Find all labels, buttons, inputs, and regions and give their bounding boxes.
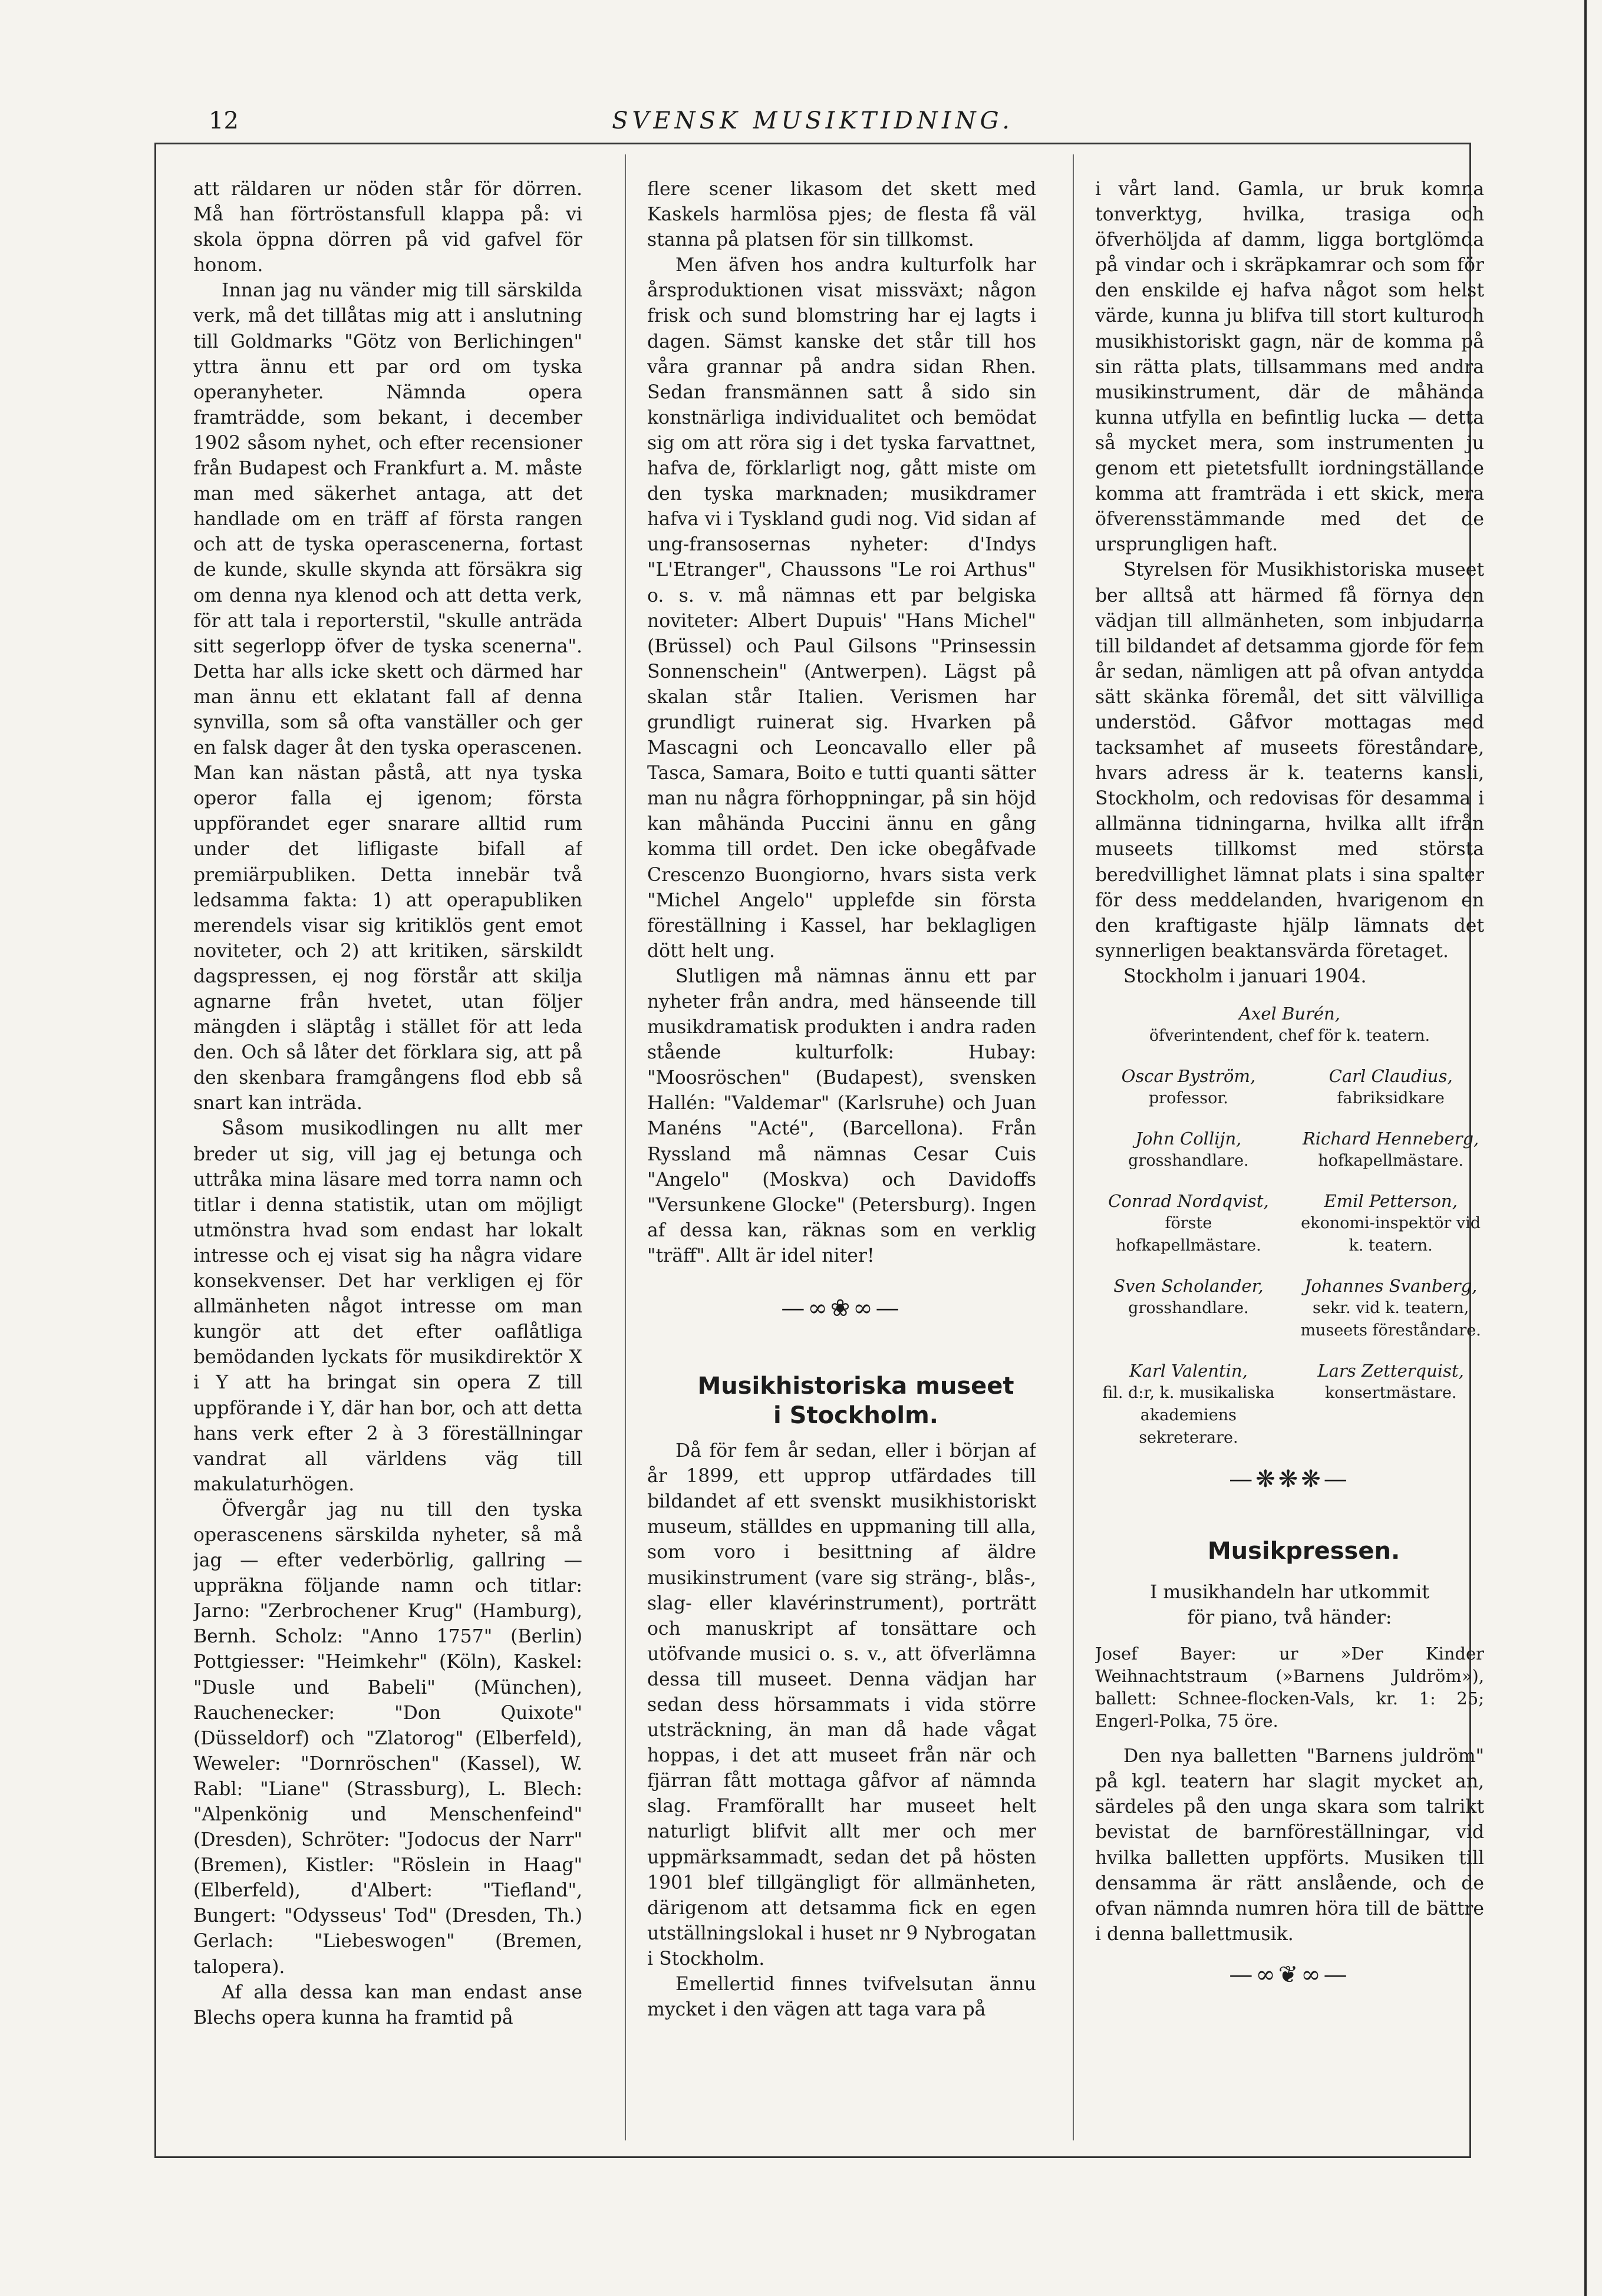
signature-name: Carl Claudius, [1329,1066,1453,1086]
signature-title: förste hofkapellmästare. [1116,1214,1261,1255]
signature-name: Lars Zetterquist, [1317,1361,1464,1381]
signature-buren [1095,1002,1484,1047]
signature-row-5 [1095,1360,1484,1449]
ornament-divider: —❋❋❋— [1229,1466,1350,1493]
signature-title: sekr. vid k. teatern, museets föreståndare. [1300,1299,1481,1340]
signature-title: konsertmästare. [1324,1384,1457,1402]
museum-section-subtitle: i Stockholm. [773,1402,938,1430]
page-header [154,100,1471,141]
page-edge-border [1584,0,1587,2296]
musikpressen-subintro: för piano, två händer: [1187,1607,1392,1629]
signature-title: öfverintendent, chef för k. teatern. [1149,1027,1430,1045]
signature-name: John Collijn, [1135,1129,1242,1149]
signature-name: Oscar Byström, [1121,1066,1256,1086]
col2-paragraph-4: Då för fem år sedan, eller i början af år 1899, ett upprop utfärdades till bildandet af ett svenskt musikhistoriskt museum, ställdes en uppmaning till alla, som voro i besittning af äldre musikinstrument (vare sig sträng-, blås-, slag- eller klavérinstrument), porträtt och manuskript af tonsättare och utöfvande musici o. s. v., att öfverlämna dessa till museet. Denna vädjan har sedan dess hörsammats i vida större utsträckning, än man då hade vågat hoppas, i det att museet från när och fjärran fått mottaga gåfvor af nämnda slag. Framförallt har museet helt naturligt blifvit allt mer och mer uppmärksammadt, sedan det på hösten 1901 blef tillgängligt för allmänheten, därigenom att detsamma fick en egen utställningslokal i huset nr 9 Nybrogatan i Stockholm. [647,1440,1036,1970]
column-1 [193,177,582,2139]
col2-paragraph-1: flere scener likasom det skett med Kaskels harmlösa pjes; de flesta få väl stanna på platsen för sin tillkomst. [647,179,1036,251]
column-2 [647,177,1036,2139]
signature-title: ekonomi-inspektör vid k. teatern. [1301,1214,1481,1255]
signature-name: Axel Burén, [1239,1004,1340,1024]
page-number: 12 [209,107,239,134]
col2-paragraph-2: Men äfven hos andra kulturfolk har årsproduktionen visat missväxt; någon frisk och sund blomstring har ej lagts i dagen. Sämst kanske det står till hos våra grannar på andra sidan Rhen. Sedan fransmännen satt å sido sin konstnärliga individualitet och bemödat sig om att röra sig i det tyska farvattnet, hafva de, förklarligt nog, gått miste om den tyska marknaden; musikdramer hafva vi i Tyskland gudi nog. Vid sidan af ung-fransosernas nyheter: d'Indys "L'Etranger", Chaussons "Le roi Arthus" o. s. v. må nämnas ett par belgiska noviteter: Albert Dupuis' "Hans Michel" (Brüssel) och Paul Gilsons "Prinsessin Sonnenschein" (Antwerpen). Lägst på skalan står Italien. Verismen har grundligt ruinerat sig. Hvarken på Mascagni och Leoncavallo eller på Tasca, Samara, Boito e tutti quanti sätter man nu några förhoppningar, på sin höjd kan måhända Puccini ännu en gång komma till ordet. Den icke obegåfvade Crescenzo Buongiorno, hvars sista verk "Michel Angelo" upplefde sin första föreställning i Kassel, har beklagligen dött helt ung. [647,255,1036,962]
musikpressen-intro: I musikhandeln har utkommit [1149,1582,1430,1603]
signature-row-3 [1095,1190,1484,1257]
ornament-divider: —∞❦∞— [1229,1961,1350,1988]
signature-name: Richard Henneberg, [1302,1129,1479,1149]
signature-title: grosshandlare. [1128,1152,1249,1170]
musikpressen-section-title: Musikpressen. [1207,1538,1400,1565]
col3-paragraph-4: Den nya balletten "Barnens juldröm" på kgl. teatern har slagit mycket an, särdeles på den unga skara som talrikt bevistat de barnföreställningar, vid hvilka balletten uppförts. Musiken till densamma är rätt anslående, och de ofvan nämnda numren höra till de bättre i denna ballettmusik. [1095,1746,1484,1945]
col1-paragraph-5: Af alla dessa kan man endast anse Blechs opera kunna ha framtid på [193,1981,582,2028]
signature-title: fil. d:r, k. musikaliska akademiens sekreterare. [1102,1384,1275,1447]
col3-paragraph-2: Styrelsen för Musikhistoriska museet ber alltså att härmed få förnya den vädjan till allmänheten, som inbjudarna till bildandet af detsamma gjorde för fem år sedan, nämligen att på ofvan antydda sätt skänka föremål, det sitt välvilliga understöd. Gåfvor mottagas med tacksamhet af museets föreståndare, hvars adress är k. teaterns kansli, Stockholm, och redovisas för desamma i allmänna tidningarna, hvilka allt ifrån museets tillkomst med största beredvillighet lämnat plats i sina spalter för dess meddelanden, hvarigenom en den kraftigaste hjälp lämnats det synnerligen beaktansvärda företaget. [1095,559,1484,962]
signature-name: Sven Scholander, [1113,1276,1264,1296]
dateline: Stockholm i januari 1904. [1123,965,1367,987]
col1-paragraph-3: Såsom musikodlingen nu allt mer breder ut sig, vill jag ej betunga och uttråka mina läsare med torra namn och titlar i denna statistik, utan om möjligt utmönstra hvad som endast har lokalt intresse och ej visat sig ha några vidare konsekvenser. Det har verkligen ej för allmänheten något intresse om man kungör att det efter oaflåtliga bemödanden lyckats för musikdirektör X i Y att ha bringat sin opera Z till uppförande i Y, där han bor, och att detta hans verk efter 2 à 3 föreställningar vandrat all världens väg till makulaturhögen. [193,1118,582,1495]
signature-row-1 [1095,1065,1484,1110]
signature-row-2 [1095,1127,1484,1172]
signature-name: Conrad Nordqvist, [1108,1191,1269,1211]
signature-name: Emil Petterson, [1324,1191,1458,1211]
col2-paragraph-5: Emellertid finnes tvifvelsutan ännu mycket i den vägen att taga vara på [647,1974,1036,2021]
col1-paragraph-4: Öfvergår jag nu till den tyska operascenens särskilda nyheter, så må jag — efter vederbörlig, gallring — uppräkna följande namn och titlar: Jarno: "Zerbrochener Krug" (Hamburg), Bernh. Scholz: "Anno 1757" (Berlin) Pottgiesser: "Heimkehr" (Köln), Kaskel: "Dusle und Babeli" (München), Rauchenecker: "Don Quixote" (Düsseldorf) och "Zlatorog" (Elberfeld), Weweler: "Dornröschen" (Kassel), W. Rabl: "Liane" (Strassburg), L. Blech: "Alpenkönig und Menschenfeind" (Dresden), Schröter: "Jodocus der Narr" (Bremen), Kistler: "Röslein in Haag" (Elberfeld), d'Albert: "Tiefland", Bungert: "Odysseus' Tod" (Dresden, Th.) Gerlach: "Liebeswogen" (Bremen, talopera). [193,1499,582,1978]
col3-paragraph-1: i vårt land. Gamla, ur bruk komna tonverktyg, hvilka, trasiga och öfverhöljda af damm, ligga bortglömda på vindar och i skräpkamrar och som för den enskilde ej hafva något som helst värde, kunna ju blifva till stort kulturoch musikhistoriskt gagn, när de komma på sin rätta plats, tillsammans med andra musikinstrument, där de måhända kunna utfylla en befintlig lucka — detta så mycket mera, som instrumenten ju genom ett pietetsfullt iordningställande komma att framträda i ett skick, mera öfverensstämmande med det de ursprungligen haft. [1095,179,1484,556]
col1-paragraph-2: Innan jag nu vänder mig till särskilda verk, må det tillåtas mig att i anslutning till Goldmarks "Götz von Berlichingen" yttra ännu ett par ord om tyska operanyheter. Nämnda opera framträdde, som bekant, i december 1902 såsom nyhet, och efter recensioner från Budapest och Frankfurt a. M. måste man med säkerhet antaga, att det handlade om en träff af första rangen och att de tyska operascenerna, fortast de kunde, skulle skynda att försäkra sig om denna nya klenod och att detta verk, för att tala i reporterstil, "skulle anträda sitt segerlopp öfver de tyska scenerna". Detta har alls icke skett och därmed har man ännu ett eklatant fall af denna synvilla, som så ofta vanställer och ger en falsk dager åt den tyska operascenen. Man kan nästan påstå, att nya tyska operor falla ej igenom; första uppförandet eger snarare alltid rum under det lifligaste bifall af premiärpubliken. Detta innebär två ledsamma fakta: 1) att operapubliken merendels visar sig kritiklös gent emot noviteter, och 2) att kritiken, särskildt dagspressen, ej nog förstår att skilja agnarne från hvetet, utan följer mängden i släptåg i stället för att leda den. Och så låter det förklara sig, att på den skenbara framgångens flod ebb så snart kan inträda. [193,280,582,1114]
col2-paragraph-3: Slutligen må nämnas ännu ett par nyheter från andra, med hänseende till musikdramatisk produkten i andra raden stående kulturfolk: Hubay: "Moosröschen" (Budapest), svensken Hallén: "Valdemar" (Karlsruhe) och Juan Manéns "Acté", (Barcellona). Från Ryssland må nämnas Cesar Cuis "Angelo" (Moskva) och Davidoffs "Versunkene Glocke" (Petersburg). Ingen af dessa kan, räknas som en verklig "träff". Allt är idel niter! [647,965,1036,1266]
column-3 [1095,177,1484,2139]
signature-name: Karl Valentin, [1129,1361,1248,1381]
column-rule-1 [625,154,626,2140]
ornament-divider: —∞❀∞— [781,1295,902,1322]
signature-title: fabriksidkare [1337,1089,1445,1107]
column-rule-2 [1073,154,1074,2140]
signature-title: grosshandlare. [1128,1299,1249,1317]
signature-row-4 [1095,1275,1484,1342]
signature-title: professor. [1148,1089,1228,1107]
musikpressen-listing: Josef Bayer: ur »Der Kinder Weihnachtstraum (»Barnens Juldröm»), ballett: Schnee-flocken-Vals, kr. 1: 25; Engerl-Polka, 75 öre. [1095,1644,1484,1731]
signature-name: Johannes Svanberg, [1304,1276,1478,1296]
signature-title: hofkapellmästare. [1318,1152,1463,1170]
museum-section-title: Musikhistoriska museet [697,1373,1014,1400]
col1-paragraph-1: att räldaren ur nöden står för dörren. Må han förtröstansfull klappa på: vi skola öppna dörren på vid gafvel för honom. [193,179,582,276]
journal-title: SVENSK MUSIKTIDNING. [612,107,1014,134]
